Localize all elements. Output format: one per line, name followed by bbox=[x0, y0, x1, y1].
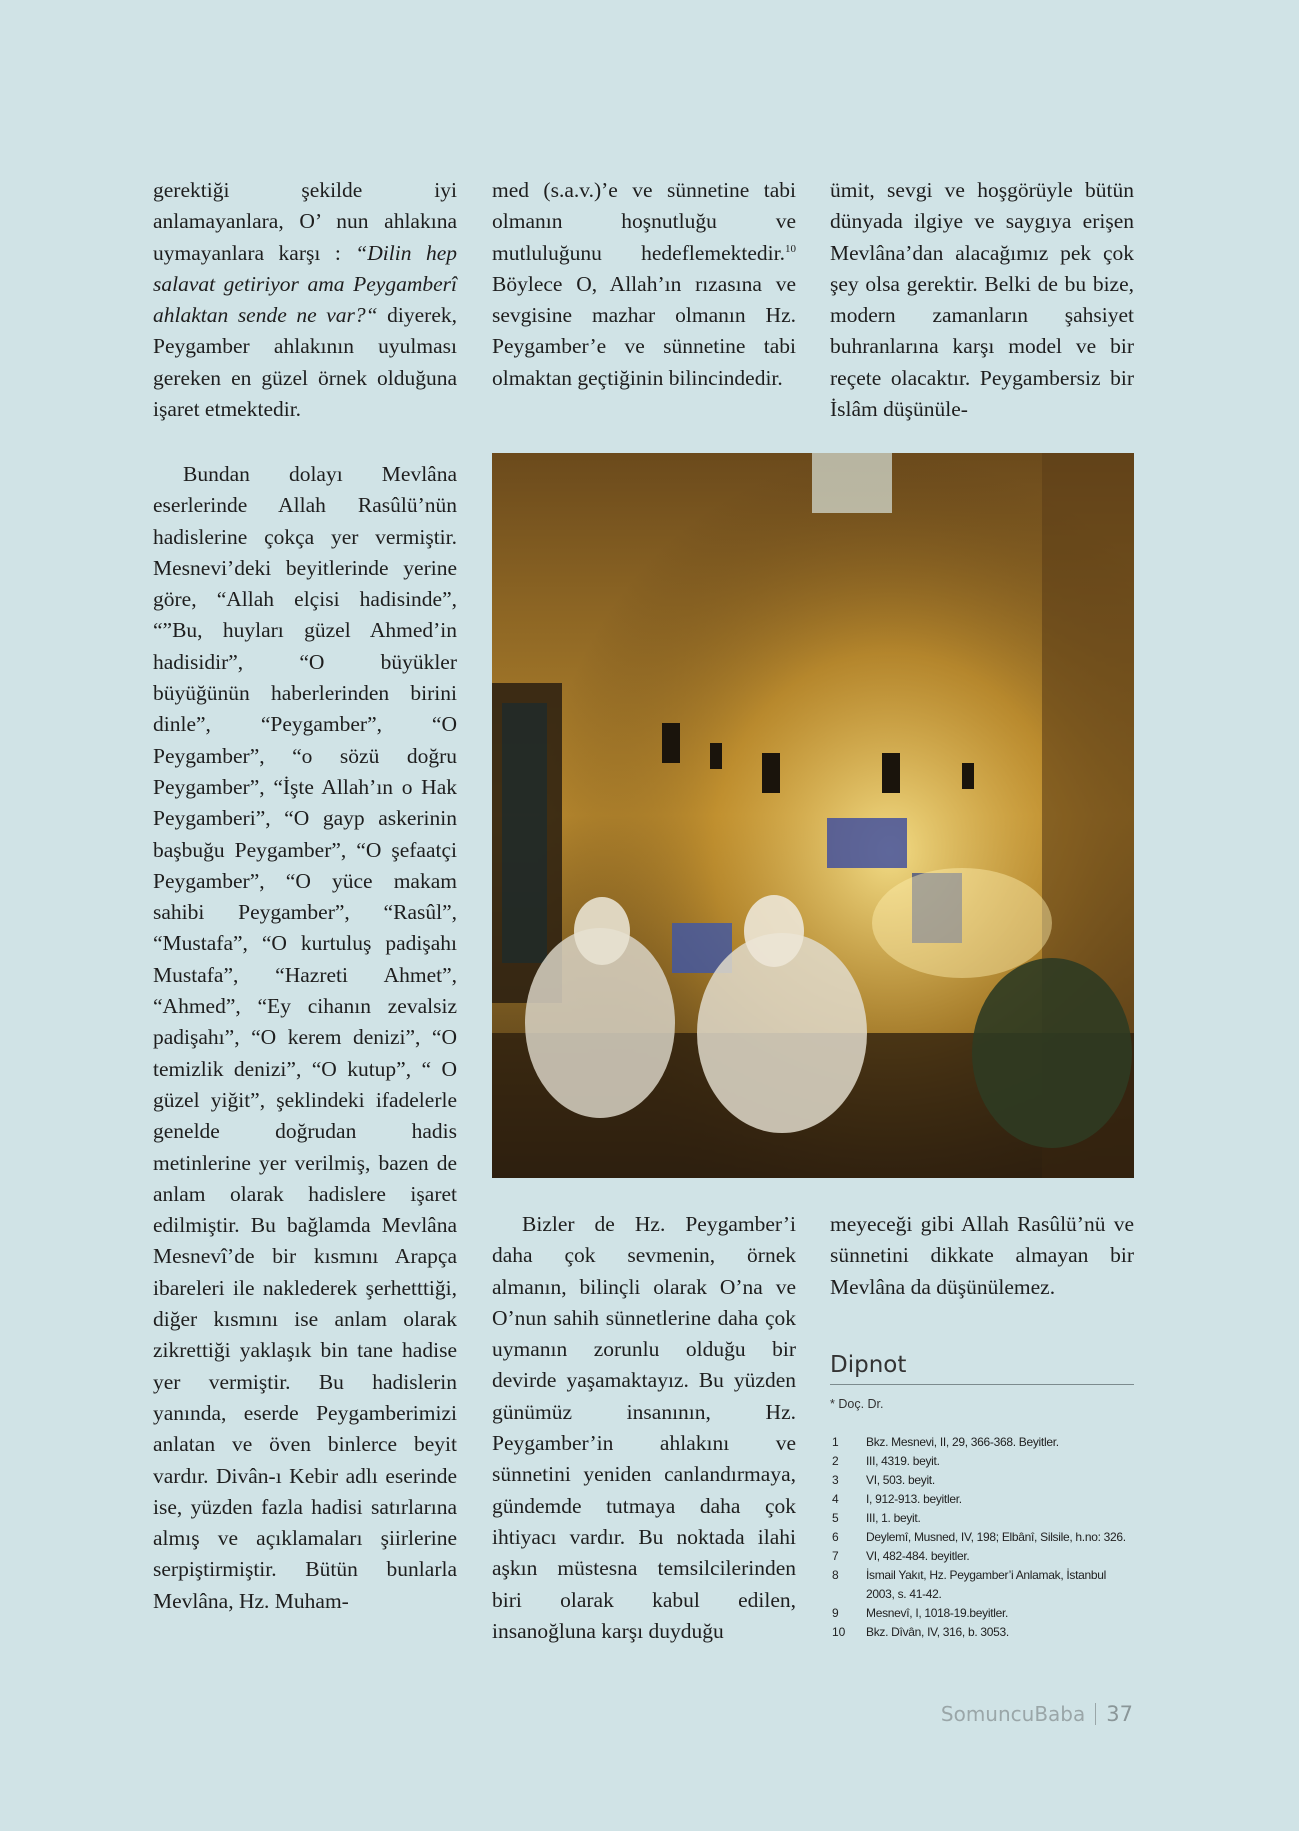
right-bottom-text: meyeceği gibi Allah Rasûlü’nü ve sünnetini dikkate almayan bir Mevlâna da düşünülemez. bbox=[830, 1212, 1134, 1299]
footnote-item bbox=[830, 1433, 1134, 1452]
footnote-number: 6 bbox=[832, 1530, 839, 1544]
footnote-text: Bkz. Mesnevi, II, 29, 366-368. Beyitler. bbox=[866, 1435, 1059, 1449]
top-column-3 bbox=[830, 175, 1134, 425]
middle-bottom-column bbox=[492, 1209, 796, 1647]
footnote-item bbox=[830, 1471, 1134, 1490]
footnote-number: 5 bbox=[832, 1511, 839, 1525]
top-column-1 bbox=[153, 175, 457, 425]
footnote-text: İsmail Yakıt, Hz. Peygamber’i Anlamak, İstanbul 2003, s. 41-42. bbox=[866, 1568, 1107, 1601]
footnote-text: Bkz. Dîvân, IV, 316, b. 3053. bbox=[866, 1625, 1009, 1639]
footnote-number: 4 bbox=[832, 1492, 839, 1506]
footnote-number: 1 bbox=[832, 1435, 839, 1449]
footer-divider bbox=[1095, 1703, 1096, 1725]
footnote-ref-10: 10 bbox=[785, 242, 796, 255]
footnote-item bbox=[830, 1509, 1134, 1528]
footnote-text: VI, 482-484. beyitler. bbox=[866, 1549, 970, 1563]
top-col1-text-b: diyerek, Peygamber ahlakının uyulması gereken en güzel örnek olduğuna işaret etmektedir. bbox=[153, 303, 457, 422]
page-footer bbox=[941, 1702, 1133, 1726]
footnote-number: 3 bbox=[832, 1473, 839, 1487]
footnote-text: I, 912-913. beyitler. bbox=[866, 1492, 962, 1506]
footnote-text: Deylemî, Musned, IV, 198; Elbânî, Silsile, h.no: 326. bbox=[866, 1530, 1126, 1544]
footnote-number: 2 bbox=[832, 1454, 839, 1468]
footnote-item bbox=[830, 1528, 1134, 1547]
footnote-number: 7 bbox=[832, 1549, 839, 1563]
top-col1-quote: “Dilin hep salavat getiriyor ama Peygamberî ahlaktan sende ne var?“ bbox=[153, 240, 457, 328]
author-note: * Doç. Dr. bbox=[830, 1397, 884, 1411]
top-col2-text-a: med (s.a.v.)’e ve sünnetine tabi olmanın hoşnutluğu ve mutluluğunu hedeflemektedir. bbox=[492, 178, 796, 265]
page-number: 37 bbox=[1106, 1702, 1133, 1726]
footnote-item bbox=[830, 1604, 1134, 1623]
footnote-item bbox=[830, 1490, 1134, 1509]
footnote-text: Mesnevî, I, 1018-19.beyitler. bbox=[866, 1606, 1009, 1620]
mausoleum-interior-photo bbox=[492, 453, 1134, 1178]
footnote-text: III, 1. beyit. bbox=[866, 1511, 921, 1525]
right-bottom-column bbox=[830, 1209, 1134, 1303]
top-column-2 bbox=[492, 175, 796, 394]
middle-bottom-text: Bizler de Hz. Peygamber’i daha çok sevmenin, örnek almanın, bilinçli olarak O’na ve O’nun sahih sünnetlerine daha çok uymanın zorunlu olduğu bir devirde yaşamaktayız. Bu yüzden günümüz insanının, Hz. Peygamber’in ahlakını ve sünnetini yeniden canlandırmaya, gündemde tutmaya daha çok ihtiyacı vardır. Bu noktada ilahi aşkın müstesna temsilcilerinden biri olarak kabul edilen, insanoğluna karşı duyduğu bbox=[492, 1212, 796, 1643]
footnote-item bbox=[830, 1547, 1134, 1566]
top-col2-text-b: Böylece O, Allah’ın rızasına ve sevgisine mazhar olmanın Hz. Peygamber’e ve sünnetine tabi olmaktan geçtiğinin bilincindedir. bbox=[492, 271, 796, 390]
brand-name-second: Baba bbox=[1034, 1702, 1086, 1726]
left-column bbox=[153, 459, 457, 1617]
brand-name-first: Somuncu bbox=[940, 1702, 1035, 1726]
footnote-item bbox=[830, 1623, 1134, 1642]
footnote-text: VI, 503. beyit. bbox=[866, 1473, 935, 1487]
footnote-number: 8 bbox=[832, 1568, 839, 1582]
footnotes-section bbox=[830, 1352, 1134, 1642]
top-col1-text-a: gerektiği şekilde iyi anlamayanlara, O’ nun ahlakına uymayanlara karşı : bbox=[153, 178, 457, 265]
footnote-number: 9 bbox=[832, 1606, 839, 1620]
footnote-text: III, 4319. beyit. bbox=[866, 1454, 940, 1468]
top-col3-text: ümit, sevgi ve hoşgörüyle bütün dünyada ilgiye ve saygıya erişen Mevlâna’dan alacağımız pek çok şey olsa gerektir. Belki de bu bize, modern zamanların şahsiyet buhranlarına karşı model ve bir reçete olacaktır. Peygambersiz bir İslâm düşünüle- bbox=[830, 178, 1134, 422]
footnote-item bbox=[830, 1566, 1134, 1604]
footnotes-title: Dipnot bbox=[830, 1352, 1134, 1385]
left-column-text: Bundan dolayı Mevlâna eserlerinde Allah Rasûlü’nün hadislerine çokça yer vermiştir. Mesnevi’deki beyitlerinde yerine göre, “Allah elçisi hadisinde”, “”Bu, huyları güzel Ahmed’in hadisidir”, “O büyükler büyüğünün haberlerinden birini dinle”, “Peygamber”, “O Peygamber”, “o sözü doğru Peygamber”, “İşte Allah’ın o Hak Peygamberi”, “O gayp askerinin başbuğu Peygamber”, “O şefaatçi Peygamber”, “O yüce makam sahibi Peygamber”, “Rasûl”, “Mustafa”, “O kurtuluş padişahı Mustafa”, “Hazreti Ahmet”, “Ahmed”, “Ey cihanın zevalsiz padişahı”, “O kerem denizi”, “O temizlik denizi”, “O kutup”, “ O güzel yiğit”, şeklindeki ifadelerle genelde doğrudan hadis metinlerine yer verilmiş, bazen de anlam olarak hadislere işaret edilmiştir. Bu bağlamda Mevlâna Mesnevî’de bir kısmını Arapça ibareleri ile naklederek şerhetttiği, diğer kısmını ise anlam olarak zikrettiği yaklaşık bin tane hadise yer vermiştir. Bu hadislerin yanında, eserde Peygamberimizi anlatan ve öven binlerce beyit vardır. Divân-ı Kebir adlı eserinde ise, yüzden fazla hadisi satırlarına almış ve açıklamaları şiirlerine serpiştirmiştir. Bütün bunlarla Mevlâna, Hz. Muham- bbox=[153, 462, 457, 1613]
footnote-list bbox=[830, 1433, 1134, 1642]
photo-illustration bbox=[492, 453, 1134, 1178]
footnote-number: 10 bbox=[832, 1625, 846, 1639]
footnote-item bbox=[830, 1452, 1134, 1471]
